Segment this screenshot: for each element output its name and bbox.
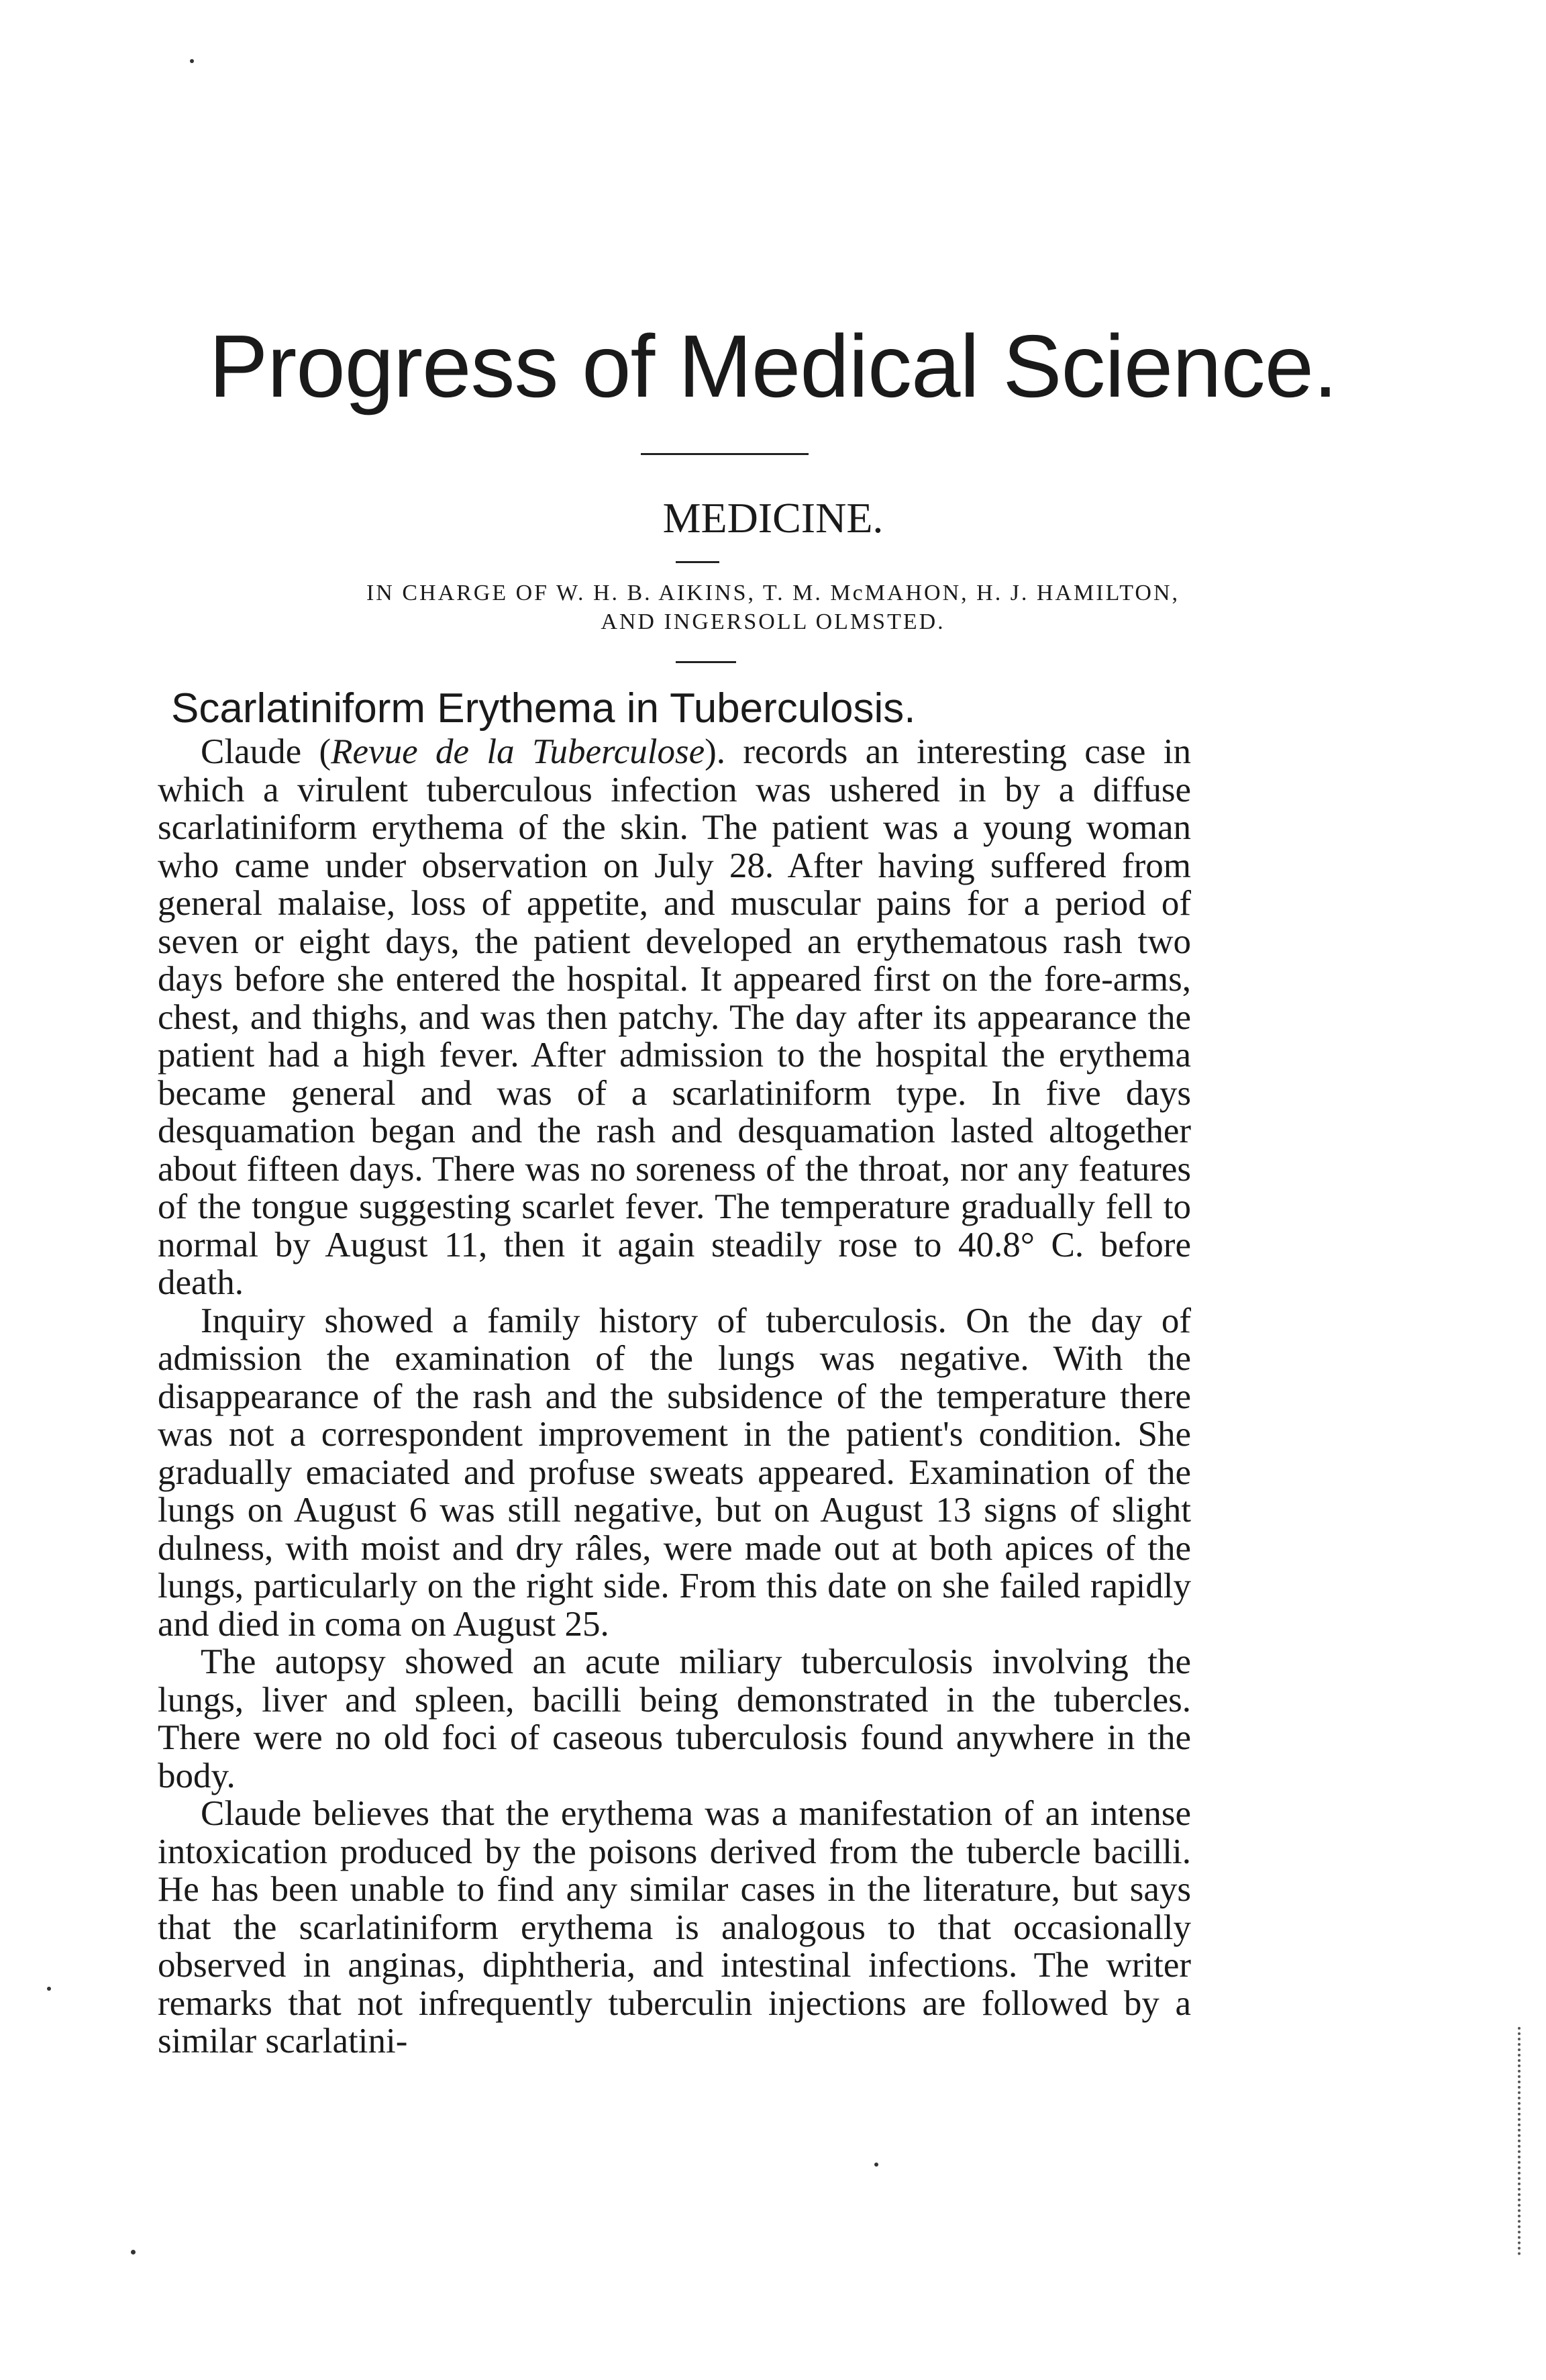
charge-divider [676,661,736,663]
scan-speck [47,1987,51,1991]
section-title: MEDICINE. [662,494,884,542]
charge-line-2: AND INGERSOLL OLMSTED. [601,609,945,634]
journal-title: Revue de la Tuberculose [331,732,705,771]
paragraph-4: Claude believes that the erythema was a manifestation of an intense intoxication produced by the poisons derived from the tubercle bacilli. He has been unable to find any similar cases in the literature, but says that the scarlatiniform erythema is analogous to that occasionally observed in anginas, diphtheria, and intestinal infections. The writer remarks that not infrequently tuberculin injections are followed by a similar scarlatini- [158,1794,1191,2061]
paragraph-1-text: ). records an interesting case in which a virulent tuberculous infection was ushered in by a diffuse scarlatiniform erythema of the skin. The patient was a young woman who came under observation on July 28. After having suffered from general malaise, loss of appetite, and muscular pains for a period of seven or eight days, the patient developed an erythematous rash two days before she entered the hospital. It appeared first on the fore-arms, chest, and thighs, and was then patchy. The day after its appearance the patient had a high fever. After admission to the hospital the erythema became general and was of a scarlatiniform type. In five days desquamation began and the rash and desquamation lasted altogether about fifteen days. There was no soreness of the throat, nor any features of the tongue suggesting scarlet fever. The temperature gradually fell to normal by August 11, then it again steadily rose to 40.8° C. before death. [158,732,1192,1302]
author-name: Claude ( [201,732,331,771]
scan-speck [874,2163,878,2167]
page-title: Progress of Medical Science. [209,317,1337,415]
paragraph-3: The autopsy showed an acute miliary tuberculosis involving the lungs, liver and spleen, bacilli being demonstrated in the tubercles. There were no old foci of caseous tuberculosis found anywhere in the body. [158,1642,1191,1795]
scan-speck [190,59,194,63]
article-body [158,733,1191,2061]
margin-marks [1518,2027,1523,2255]
paragraph-2: Inquiry showed a family history of tuberculosis. On the day of admission the examination of the lungs was negative. With the disappearance of the rash and the subsidence of the temperature there was not a correspondent improvement in the patient's condition. She gradually emaciated and profuse sweats appeared. Examination of the lungs on August 6 was still negative, but on August 13 signs of slight dulness, with moist and dry râles, were made out at both apices of the lungs, particularly on the right side. From this date on she failed rapidly and died in coma on August 25. [158,1301,1191,1644]
scan-speck [131,2250,136,2254]
title-divider [641,453,809,455]
section-divider [676,561,719,563]
article-title: Scarlatiniform Erythema in Tuberculosis. [171,685,916,732]
paragraph-1 [158,733,1191,1302]
charge-line-1: IN CHARGE OF W. H. B. AIKINS, T. M. McMAHON, H. J. HAMILTON, [366,581,1180,605]
